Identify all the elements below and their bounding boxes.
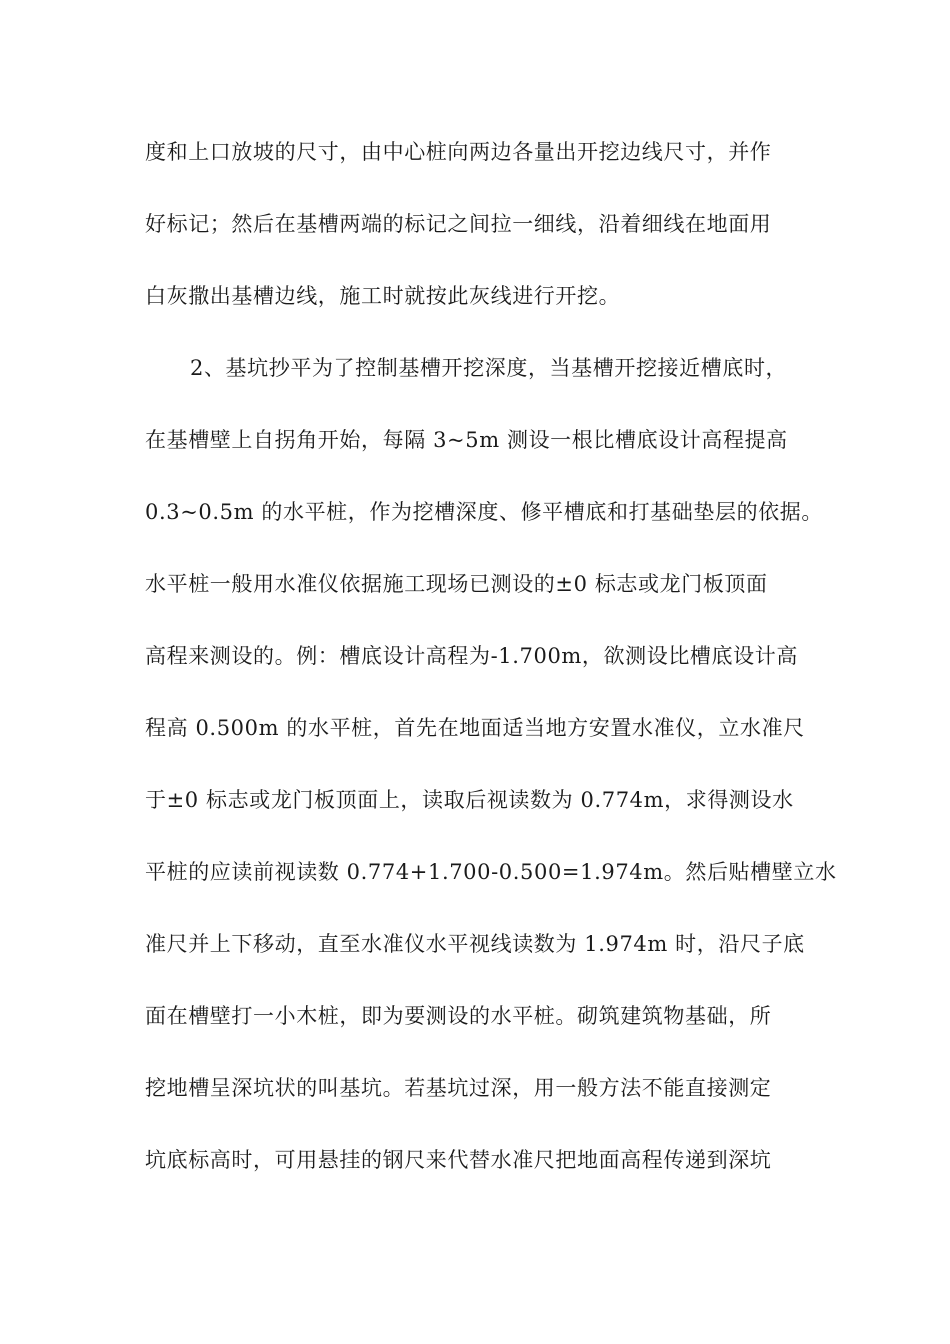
- text-line-2: 好标记；然后在基槽两端的标记之间拉一细线，沿着细线在地面用: [145, 212, 772, 236]
- text-line-12: 准尺并上下移动，直至水准仪水平视线读数为 1.974m 时，沿尺子底: [145, 932, 805, 956]
- text-line-15: 坑底标高时，可用悬挂的钢尺来代替水准尺把地面高程传递到深坑: [145, 1148, 772, 1172]
- text-line-10: 于±0 标志或龙门板顶面上，读取后视读数为 0.774m，求得测设水: [145, 788, 794, 812]
- text-line-11: 平桩的应读前视读数 0.774+1.700-0.500=1.974m。然后贴槽壁立水: [145, 860, 837, 884]
- text-line-4: 2、基坑抄平为了控制基槽开挖深度，当基槽开挖接近槽底时，: [190, 356, 788, 380]
- text-line-6: 0.3~0.5m 的水平桩，作为挖槽深度、修平槽底和打基础垫层的依据。: [145, 500, 823, 524]
- text-line-5: 在基槽壁上自拐角开始，每隔 3~5m 测设一根比槽底设计高程提高: [145, 428, 788, 452]
- text-line-8: 高程来测设的。例：槽底设计高程为-1.700m，欲测设比槽底设计高: [145, 644, 798, 668]
- text-line-1: 度和上口放坡的尺寸，由中心桩向两边各量出开挖边线尺寸，并作: [145, 140, 772, 164]
- text-line-7: 水平桩一般用水准仪依据施工现场已测设的±0 标志或龙门板顶面: [145, 572, 768, 596]
- text-line-14: 挖地槽呈深坑状的叫基坑。若基坑过深，用一般方法不能直接测定: [145, 1076, 772, 1100]
- text-line-13: 面在槽壁打一小木桩，即为要测设的水平桩。砌筑建筑物基础，所: [145, 1004, 772, 1028]
- text-line-3: 白灰撒出基槽边线，施工时就按此灰线进行开挖。: [145, 284, 621, 308]
- text-line-9: 程高 0.500m 的水平桩，首先在地面适当地方安置水准仪，立水准尺: [145, 716, 805, 740]
